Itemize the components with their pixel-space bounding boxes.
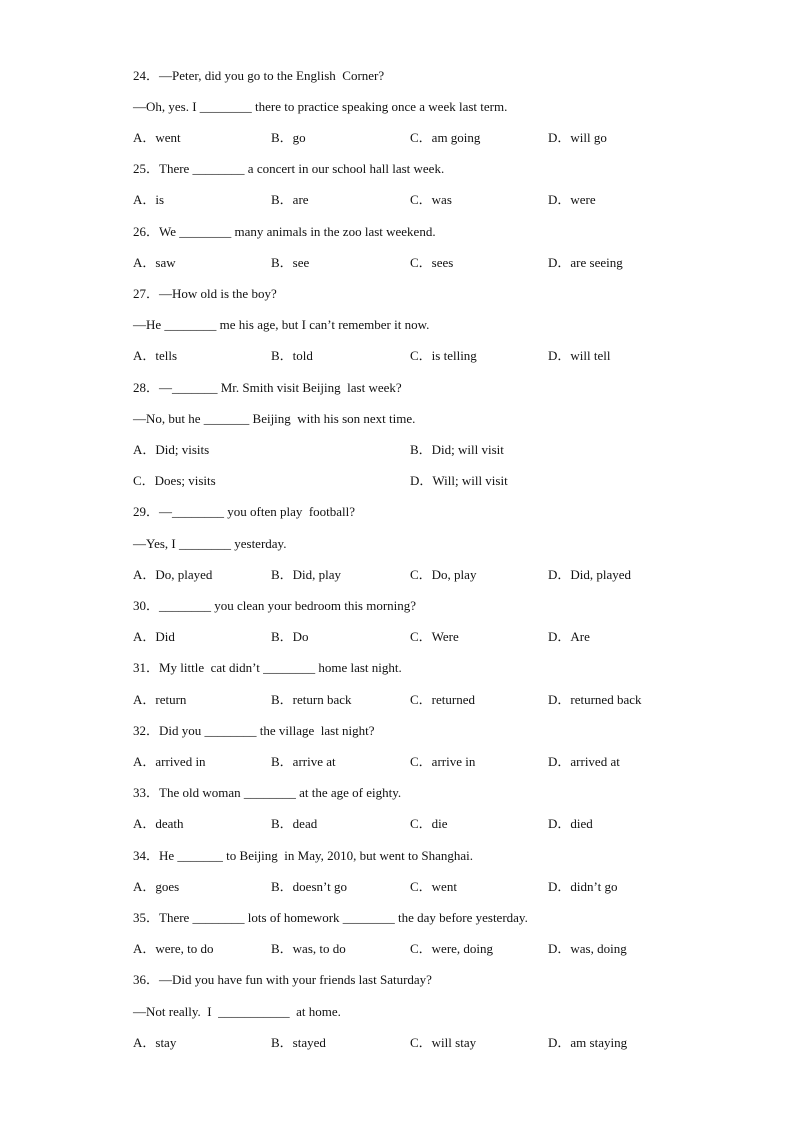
question-36-option-d: D．am staying xyxy=(548,1035,628,1050)
question-28-option-b: B．Did; will visit xyxy=(410,442,504,457)
question-32-option-a: A．arrived in xyxy=(133,754,206,769)
question-24-option-d: D．will go xyxy=(548,130,607,145)
question-26-option-a: A．saw xyxy=(133,255,176,270)
question-31-stem: 31．My little cat didn’t ________ home last night. xyxy=(133,660,402,675)
question-31-option-b: B．return back xyxy=(271,692,352,707)
question-26-option-b: B．see xyxy=(271,255,310,270)
question-25-option-d: D．were xyxy=(548,192,596,207)
question-36-dialogue: —Not really. I ___________ at home. xyxy=(133,1004,341,1019)
question-30-stem: 30．________ you clean your bedroom this morning? xyxy=(133,598,417,613)
question-34-option-c: C．went xyxy=(410,879,457,894)
question-25-option-b: B．are xyxy=(271,192,309,207)
question-27-option-c: C．is telling xyxy=(410,348,477,363)
question-32-stem: 32．Did you ________ the village last night? xyxy=(133,723,375,738)
question-24-option-b: B．go xyxy=(271,130,306,145)
question-28-option-d: D．Will; will visit xyxy=(410,473,508,488)
question-30-option-c: C．Were xyxy=(410,629,459,644)
question-26-option-c: C．sees xyxy=(410,255,454,270)
question-27-stem: 27．—How old is the boy? xyxy=(133,286,277,301)
question-31-option-d: D．returned back xyxy=(548,692,642,707)
question-29-option-b: B．Did, play xyxy=(271,567,342,582)
question-32-option-b: B．arrive at xyxy=(271,754,336,769)
question-33-option-c: C．die xyxy=(410,816,448,831)
question-34-stem: 34．He _______ to Beijing in May, 2010, but went to Shanghai. xyxy=(133,848,474,863)
question-25-stem: 25．There ________ a concert in our school hall last week. xyxy=(133,161,445,176)
question-32-option-d: D．arrived at xyxy=(548,754,620,769)
question-28-option-a: A．Did; visits xyxy=(133,442,210,457)
question-24-dialogue: —Oh, yes. I ________ there to practice speaking once a week last term. xyxy=(133,99,508,114)
question-29-option-a: A．Do, played xyxy=(133,567,213,582)
question-29-option-d: D．Did, played xyxy=(548,567,632,582)
question-24-option-c: C．am going xyxy=(410,130,481,145)
question-33-stem: 33．The old woman ________ at the age of eighty. xyxy=(133,785,402,800)
question-35-option-d: D．was, doing xyxy=(548,941,627,956)
question-30-option-b: B．Do xyxy=(271,629,309,644)
question-30-option-d: D．Are xyxy=(548,629,590,644)
question-36-option-b: B．stayed xyxy=(271,1035,326,1050)
question-32-option-c: C．arrive in xyxy=(410,754,476,769)
question-36-stem: 36．—Did you have fun with your friends last Saturday? xyxy=(133,972,432,987)
question-31-option-a: A．return xyxy=(133,692,187,707)
question-34-option-b: B．doesn’t go xyxy=(271,879,347,894)
question-33-option-a: A．death xyxy=(133,816,184,831)
question-24-option-a: A．went xyxy=(133,130,181,145)
question-27-option-b: B．told xyxy=(271,348,313,363)
question-26-option-d: D．are seeing xyxy=(548,255,623,270)
question-28-dialogue: —No, but he _______ Beijing with his son next time. xyxy=(133,411,416,426)
question-25-option-c: C．was xyxy=(410,192,452,207)
question-34-option-a: A．goes xyxy=(133,879,180,894)
question-29-option-c: C．Do, play xyxy=(410,567,477,582)
question-34-option-d: D．didn’t go xyxy=(548,879,618,894)
question-36-option-a: A．stay xyxy=(133,1035,177,1050)
question-27-option-a: A．tells xyxy=(133,348,178,363)
question-30-option-a: A．Did xyxy=(133,629,175,644)
question-33-option-b: B．dead xyxy=(271,816,318,831)
question-27-option-d: D．will tell xyxy=(548,348,611,363)
question-27-dialogue: —He ________ me his age, but I can’t remember it now. xyxy=(133,317,430,332)
question-35-option-b: B．was, to do xyxy=(271,941,346,956)
question-28-stem: 28．—_______ Mr. Smith visit Beijing last week? xyxy=(133,380,402,395)
question-25-option-a: A．is xyxy=(133,192,165,207)
question-35-stem: 35．There ________ lots of homework ________ the day before yesterday. xyxy=(133,910,528,925)
question-29-dialogue: —Yes, I ________ yesterday. xyxy=(133,536,287,551)
question-31-option-c: C．returned xyxy=(410,692,475,707)
question-35-option-c: C．were, doing xyxy=(410,941,494,956)
question-35-option-a: A．were, to do xyxy=(133,941,214,956)
question-26-stem: 26．We ________ many animals in the zoo last weekend. xyxy=(133,224,436,239)
question-28-option-c: C．Does; visits xyxy=(133,473,216,488)
question-29-stem: 29．—________ you often play football? xyxy=(133,504,356,519)
question-33-option-d: D．died xyxy=(548,816,593,831)
question-36-option-c: C．will stay xyxy=(410,1035,477,1050)
question-24-stem: 24．—Peter, did you go to the English Corner? xyxy=(133,68,385,83)
